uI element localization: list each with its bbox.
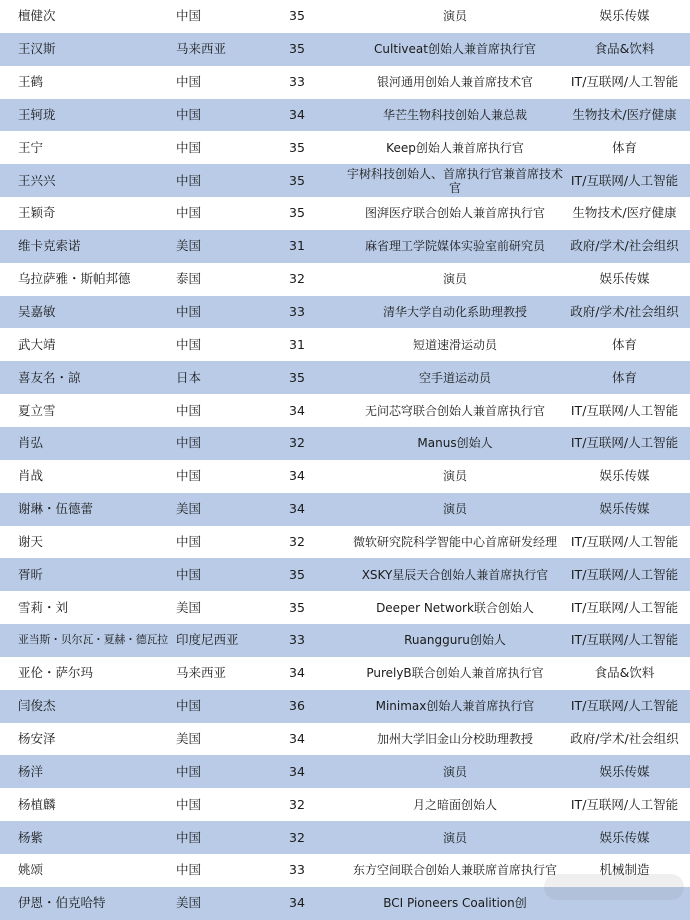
industry-cell: 娱乐传媒	[599, 829, 650, 845]
table-row	[0, 591, 690, 624]
industry-cell: IT/互联网/人工智能	[570, 172, 679, 188]
industry-cell: 娱乐传媒	[599, 763, 650, 779]
country-cell: 中国	[176, 106, 202, 122]
title-cell: 银河通用创始人兼首席技术官	[376, 75, 533, 90]
age-cell: 32	[289, 829, 305, 845]
name-cell: 杨紫	[18, 829, 44, 845]
name-cell: 谢琳・伍德蕾	[18, 501, 94, 517]
title-cell: 加州大学旧金山分校助理教授	[376, 731, 533, 746]
country-cell: 中国	[176, 402, 202, 418]
industry-cell: 食品&饮料	[594, 665, 655, 681]
country-cell: 中国	[176, 74, 202, 90]
table-row	[0, 690, 690, 723]
table-row	[0, 558, 690, 591]
name-cell: 维卡克索诺	[18, 238, 81, 254]
age-cell: 35	[289, 139, 305, 155]
country-cell: 中国	[176, 468, 202, 484]
table-row	[0, 361, 690, 394]
age-cell: 34	[289, 665, 305, 681]
name-cell: 王兴兴	[18, 172, 56, 188]
industry-cell: 娱乐传媒	[599, 501, 650, 517]
title-cell: 清华大学自动化系助理教授	[382, 305, 527, 320]
industry-cell: IT/互联网/人工智能	[570, 402, 679, 418]
age-cell: 35	[289, 41, 305, 57]
country-cell: 中国	[176, 435, 202, 451]
age-cell: 34	[289, 895, 305, 911]
age-cell: 35	[289, 369, 305, 385]
table-row	[0, 493, 690, 526]
name-cell: 亚当斯・贝尔瓦・夏赫・德瓦拉	[18, 633, 168, 647]
country-cell: 中国	[176, 829, 202, 845]
country-cell: 日本	[176, 369, 202, 385]
age-cell: 34	[289, 468, 305, 484]
name-cell: 杨植麟	[18, 796, 56, 812]
title-cell: 演员	[442, 830, 467, 845]
name-cell: 杨安泽	[18, 730, 56, 746]
title-cell: Keep创始人兼首席执行官	[386, 140, 524, 155]
table-row	[0, 624, 690, 657]
title-cell: 演员	[442, 272, 467, 287]
name-cell: 夏立雪	[18, 402, 56, 418]
country-cell: 马来西亚	[176, 41, 227, 57]
industry-cell: IT/互联网/人工智能	[570, 566, 679, 582]
country-cell: 中国	[176, 796, 202, 812]
name-cell: 乌拉萨雅・斯帕邦德	[18, 271, 131, 287]
table-row	[0, 526, 690, 559]
industry-cell: 生物技术/医疗健康	[572, 205, 677, 221]
industry-cell: 娱乐传媒	[599, 271, 650, 287]
age-cell: 33	[289, 304, 305, 320]
name-cell: 檀健次	[18, 8, 56, 24]
country-cell: 中国	[176, 304, 202, 320]
title-cell: 演员	[442, 502, 467, 517]
name-cell: 肖战	[18, 468, 44, 484]
title-cell: 无问芯穹联合创始人兼首席执行官	[364, 403, 545, 418]
table-row	[0, 230, 690, 263]
title-cell: 微软研究院科学智能中心首席研发经理	[352, 534, 557, 549]
country-cell: 中国	[176, 862, 202, 878]
industry-cell: 政府/学术/社会组织	[570, 730, 679, 746]
age-cell: 33	[289, 862, 305, 878]
name-cell: 武大靖	[18, 336, 56, 352]
table-row	[0, 460, 690, 493]
title-cell: Cultiveat创始人兼首席执行官	[374, 42, 536, 57]
name-cell: 王汉斯	[18, 41, 56, 57]
title-cell: Minimax创始人兼首席执行官	[375, 699, 535, 714]
table-row	[0, 0, 690, 33]
industry-cell: 娱乐传媒	[599, 8, 650, 24]
age-cell: 35	[289, 8, 305, 24]
title-cell: Deeper Network联合创始人	[376, 600, 534, 615]
industry-cell: 政府/学术/社会组织	[570, 238, 679, 254]
name-cell: 王轲珑	[18, 106, 56, 122]
title-cell: 麻省理工学院媒体实验室前研究员	[364, 239, 545, 254]
age-cell: 33	[289, 632, 305, 648]
title-cell: 月之暗面创始人	[412, 797, 497, 812]
title-cell: 演员	[442, 9, 467, 24]
country-cell: 中国	[176, 8, 202, 24]
age-cell: 34	[289, 730, 305, 746]
country-cell: 中国	[176, 533, 202, 549]
age-cell: 35	[289, 172, 305, 188]
industry-cell: IT/互联网/人工智能	[570, 698, 679, 714]
title-cell: 图湃医疗联合创始人兼首席执行官	[364, 206, 545, 221]
industry-cell: IT/互联网/人工智能	[570, 533, 679, 549]
table-row	[0, 723, 690, 756]
table-row	[0, 394, 690, 427]
age-cell: 32	[289, 435, 305, 451]
country-cell: 中国	[176, 566, 202, 582]
age-cell: 31	[289, 336, 305, 352]
title-cell: 宇树科技创始人、首席执行官兼首席技术官	[346, 166, 563, 195]
table-row	[0, 821, 690, 854]
name-cell: 胥昕	[18, 566, 44, 582]
country-cell: 印度尼西亚	[176, 632, 239, 648]
industry-cell: IT/互联网/人工智能	[570, 796, 679, 812]
industry-cell: 政府/学术/社会组织	[570, 304, 679, 320]
country-cell: 美国	[176, 895, 202, 911]
title-cell: 演员	[442, 469, 467, 484]
industry-cell: 机械制造	[599, 862, 650, 878]
name-cell: 姚颂	[18, 862, 44, 878]
name-cell: 王宁	[18, 139, 44, 155]
title-cell: XSKY星辰天合创始人兼首席执行官	[361, 567, 549, 582]
country-cell: 泰国	[176, 271, 202, 287]
industry-cell: 体育	[611, 139, 637, 155]
name-cell: 吴嘉敏	[18, 304, 56, 320]
country-cell: 中国	[176, 763, 202, 779]
country-cell: 美国	[176, 730, 202, 746]
country-cell: 中国	[176, 172, 202, 188]
name-cell: 亚伦・萨尔玛	[18, 665, 94, 681]
title-cell: 东方空间联合创始人兼联席首席执行官	[352, 863, 557, 878]
industry-cell: 娱乐传媒	[599, 468, 650, 484]
table-row	[0, 66, 690, 99]
table-row	[0, 788, 690, 821]
country-cell: 美国	[176, 599, 202, 615]
name-cell: 王颖奇	[18, 205, 56, 221]
industry-cell: 食品&饮料	[594, 41, 655, 57]
table-row	[0, 197, 690, 230]
country-cell: 美国	[176, 238, 202, 254]
name-cell: 杨洋	[18, 763, 44, 779]
age-cell: 32	[289, 271, 305, 287]
country-cell: 中国	[176, 139, 202, 155]
title-cell: Manus创始人	[417, 436, 493, 451]
age-cell: 35	[289, 599, 305, 615]
title-cell: 空手道运动员	[418, 370, 491, 385]
title-cell: BCI Pioneers Coalition创	[383, 896, 527, 911]
watermark	[544, 874, 684, 900]
table-row	[0, 755, 690, 788]
industry-cell: 体育	[611, 336, 637, 352]
industry-cell: IT/互联网/人工智能	[570, 632, 679, 648]
industry-cell: 生物技术/医疗健康	[572, 106, 677, 122]
name-cell: 肖弘	[18, 435, 44, 451]
table-row	[0, 263, 690, 296]
age-cell: 36	[289, 698, 305, 714]
title-cell: Ruangguru创始人	[404, 633, 506, 648]
age-cell: 32	[289, 796, 305, 812]
name-cell: 闫俊杰	[18, 698, 56, 714]
age-cell: 33	[289, 74, 305, 90]
name-cell: 伊恩・伯克哈特	[18, 895, 106, 911]
age-cell: 34	[289, 763, 305, 779]
age-cell: 34	[289, 501, 305, 517]
title-cell: 华芒生物科技创始人兼总裁	[382, 107, 527, 122]
age-cell: 31	[289, 238, 305, 254]
industry-cell: 体育	[611, 369, 637, 385]
age-cell: 35	[289, 566, 305, 582]
table-row	[0, 427, 690, 460]
table-row	[0, 328, 690, 361]
age-cell: 32	[289, 533, 305, 549]
name-cell: 谢天	[18, 533, 44, 549]
industry-cell: IT/互联网/人工智能	[570, 435, 679, 451]
title-cell: 演员	[442, 764, 467, 779]
title-cell: 短道速滑运动员	[412, 337, 497, 352]
country-cell: 中国	[176, 336, 202, 352]
table-row	[0, 296, 690, 329]
title-cell: PurelyB联合创始人兼首席执行官	[366, 666, 544, 681]
table-row	[0, 99, 690, 132]
age-cell: 35	[289, 205, 305, 221]
table-row	[0, 164, 690, 197]
age-cell: 34	[289, 402, 305, 418]
name-cell: 喜友名・諒	[18, 369, 81, 385]
industry-cell: IT/互联网/人工智能	[570, 74, 679, 90]
table-row	[0, 33, 690, 66]
country-cell: 中国	[176, 698, 202, 714]
country-cell: 马来西亚	[176, 665, 227, 681]
table-row	[0, 657, 690, 690]
industry-cell: IT/互联网/人工智能	[570, 599, 679, 615]
name-cell: 王鹤	[18, 74, 44, 90]
country-cell: 美国	[176, 501, 202, 517]
country-cell: 中国	[176, 205, 202, 221]
age-cell: 34	[289, 106, 305, 122]
name-cell: 雪莉・刘	[18, 599, 69, 615]
table-row	[0, 131, 690, 164]
